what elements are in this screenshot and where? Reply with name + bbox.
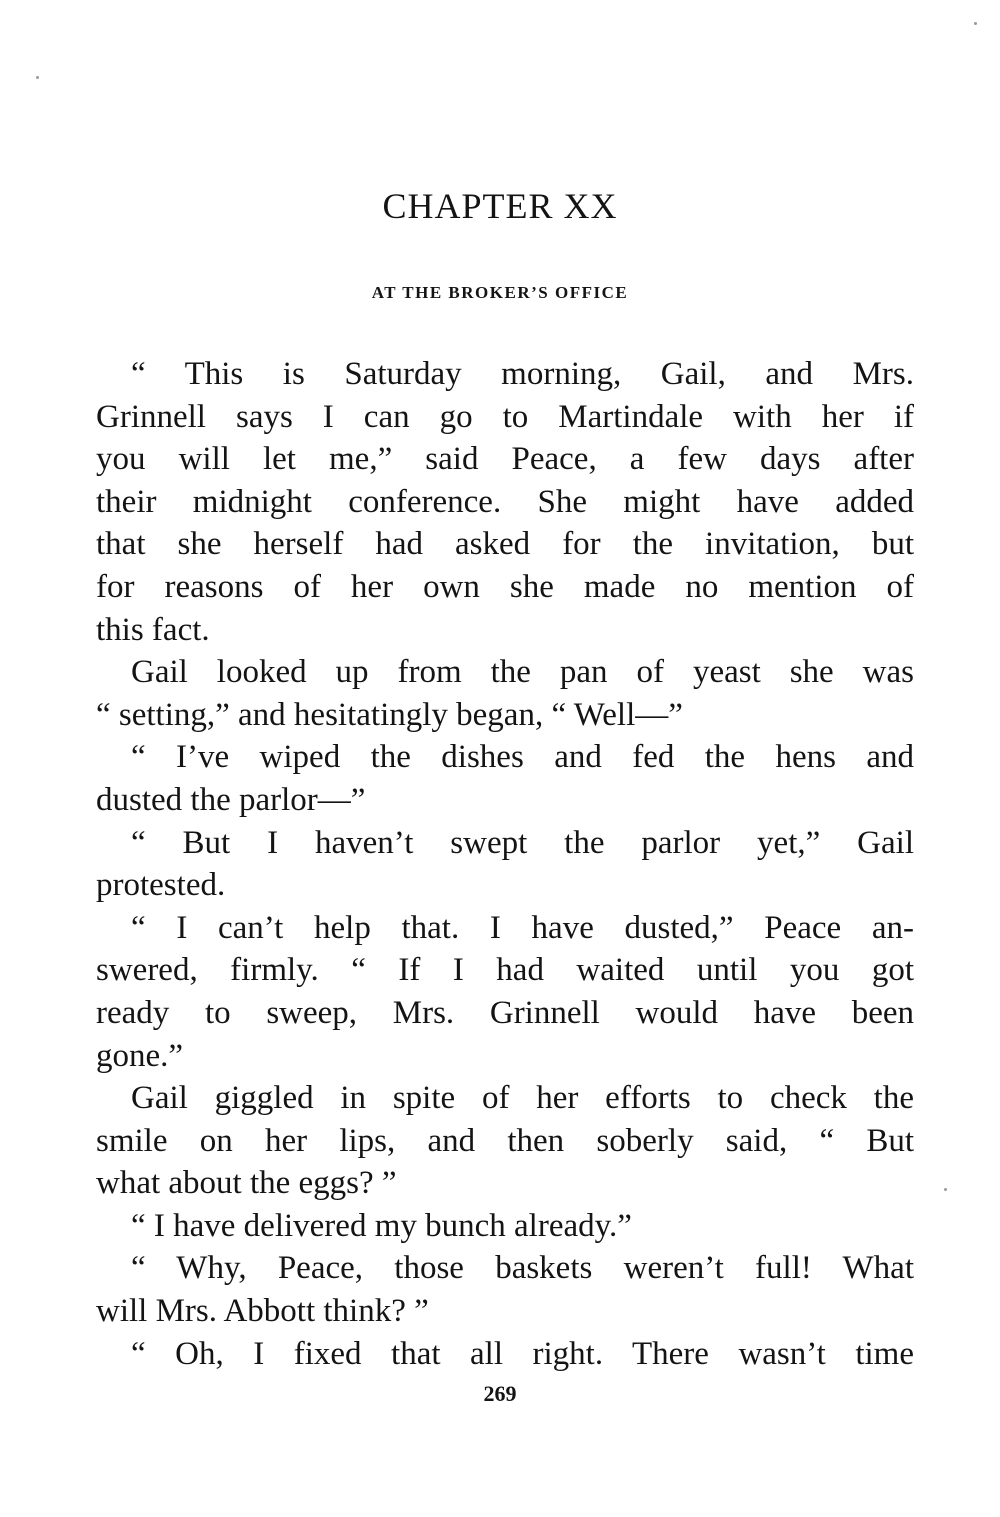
- text-line: will Mrs. Abbott think? ”: [96, 1293, 429, 1330]
- text-line: swered, firmly. “ If I had waited until you got: [96, 952, 914, 989]
- text-line: “ But I haven’t swept the parlor yet,” Gail: [131, 824, 914, 861]
- text-line: “ This is Saturday morning, Gail, and Mrs.: [131, 356, 914, 392]
- chapter-subtitle: AT THE BROKER’S OFFICE: [371, 283, 629, 302]
- text-line: for reasons of her own she made no mention of: [96, 568, 914, 605]
- text-line: you will let me,” said Peace, a few days after: [96, 441, 914, 478]
- text-line: that she herself had asked for the invitation, but: [96, 526, 914, 563]
- text-line: “ setting,” and hesitatingly began, “ Well—”: [96, 696, 683, 733]
- paper-speck: [36, 76, 39, 79]
- text-line: ready to sweep, Mrs. Grinnell would have been: [96, 994, 914, 1031]
- paper-speck: [974, 22, 977, 25]
- text-line: smile on her lips, and then soberly said, “ But: [96, 1122, 914, 1159]
- text-line: “ I have delivered my bunch already.”: [131, 1207, 632, 1244]
- body-text: [96, 353, 914, 1375]
- text-line: Gail looked up from the pan of yeast she was: [131, 654, 914, 691]
- text-line: “ I’ve wiped the dishes and fed the hens and: [131, 739, 914, 776]
- text-line: this fact.: [96, 611, 210, 648]
- page-number: 269: [483, 1381, 517, 1406]
- text-line: “ I can’t help that. I have dusted,” Peace an-: [131, 909, 914, 946]
- text-line: gone.”: [96, 1037, 184, 1074]
- text-line: “ Oh, I fixed that all right. There wasn’t time: [131, 1335, 914, 1372]
- text-line: “ Why, Peace, those baskets weren’t full! What: [131, 1250, 914, 1287]
- chapter-title: CHAPTER XX: [382, 186, 618, 226]
- text-line: Grinnell says I can go to Martindale with her if: [96, 398, 914, 435]
- text-line: Gail giggled in spite of her efforts to check the: [131, 1080, 914, 1117]
- paper-speck: [944, 1188, 947, 1191]
- text-line: protested.: [96, 867, 226, 904]
- text-line: dusted the parlor—”: [96, 781, 366, 818]
- text-line: what about the eggs? ”: [96, 1165, 397, 1202]
- text-line: their midnight conference. She might have added: [96, 483, 914, 520]
